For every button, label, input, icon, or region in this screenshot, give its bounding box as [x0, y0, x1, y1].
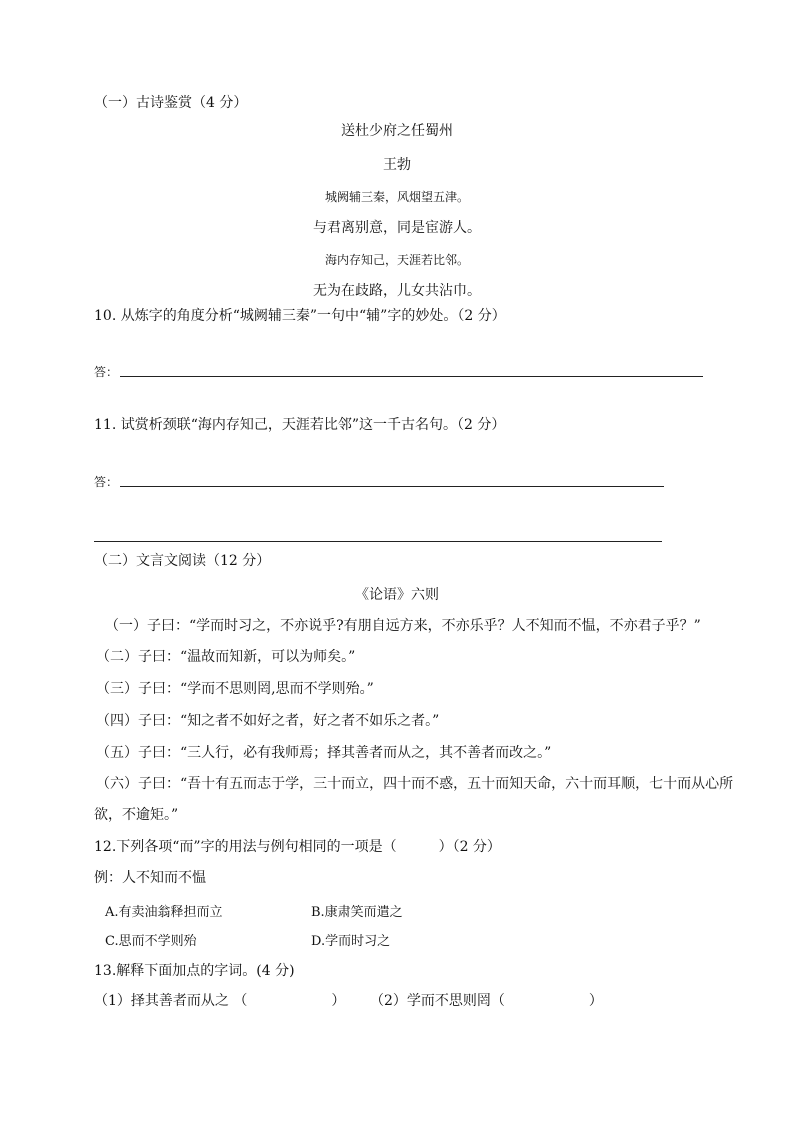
section-heading-classical: （二）文言文阅读（12 分）: [94, 553, 271, 569]
poem-line-2: 与君离别意，同是宦游人。: [313, 220, 481, 236]
question-10: 10. 从炼字的角度分析“城阙辅三秦”一句中“辅”字的妙处。（2 分）: [94, 308, 506, 324]
passage-3: （三）子曰：“学而不思则罔,思而不学则殆。”: [96, 681, 374, 697]
answer-line-q11-extra[interactable]: [94, 541, 662, 542]
question-13-item-1: （1）择其善者而从之 （ ）: [94, 993, 346, 1009]
question-11: 11. 试赏析颈联“海内存知己，天涯若比邻”这一千古名句。（2 分）: [94, 417, 506, 433]
passage-6: （六）子曰：“吾十有五而志于学，三十而立，四十而不惑，五十而知天命，六十而耳顺，七十而从心所: [96, 776, 734, 792]
option-a[interactable]: A.有卖油翁释担而立: [105, 905, 223, 920]
passage-6-cont: 欲，不逾矩。”: [94, 807, 179, 823]
poem-line-3: 海内存知己，天涯若比邻。: [324, 253, 469, 267]
passage-4: （四）子曰：“知之者不如好之者，好之者不如乐之者。”: [96, 713, 440, 729]
answer-label-q10: 答：: [94, 365, 119, 379]
text-title: 《论语》六则: [355, 587, 439, 603]
question-12-example: 例：人不知而不愠: [94, 870, 206, 886]
answer-line-q11[interactable]: [120, 486, 664, 487]
passage-1: （一）子曰：“学而时习之，不亦说乎?有朋自远方来，不亦乐乎？人不知而不愠，不亦君子乎？”: [105, 618, 701, 634]
question-12: 12.下列各项“而”字的用法与例句相同的一项是（ ）（2 分）: [94, 839, 501, 855]
question-13: 13.解释下面加点的字词。(4 分): [94, 963, 295, 979]
answer-line-q10[interactable]: [120, 376, 703, 377]
poem-line-1: 城阙辅三秦，风烟望五津。: [324, 190, 469, 204]
poem-title: 送杜少府之任蜀州: [341, 123, 453, 139]
option-b[interactable]: B.康肃笑而遣之: [311, 905, 403, 920]
poem-line-4: 无为在歧路，儿女共沾巾。: [313, 283, 481, 299]
section-heading-poetry: （一）古诗鉴赏（4 分）: [94, 95, 248, 111]
option-d[interactable]: D.学而时习之: [311, 934, 391, 949]
answer-label-q11: 答：: [94, 475, 119, 489]
poem-author: 王勃: [383, 157, 411, 173]
passage-2: （二）子曰：“温故而知新，可以为师矣。”: [96, 649, 356, 665]
option-c[interactable]: C.思而不学则殆: [105, 934, 197, 949]
passage-5: （五）子曰：“三人行，必有我师焉；择其善者而从之，其不善者而改之。”: [96, 745, 552, 761]
question-13-item-2: （2）学而不思则罔（ ）: [370, 993, 603, 1009]
